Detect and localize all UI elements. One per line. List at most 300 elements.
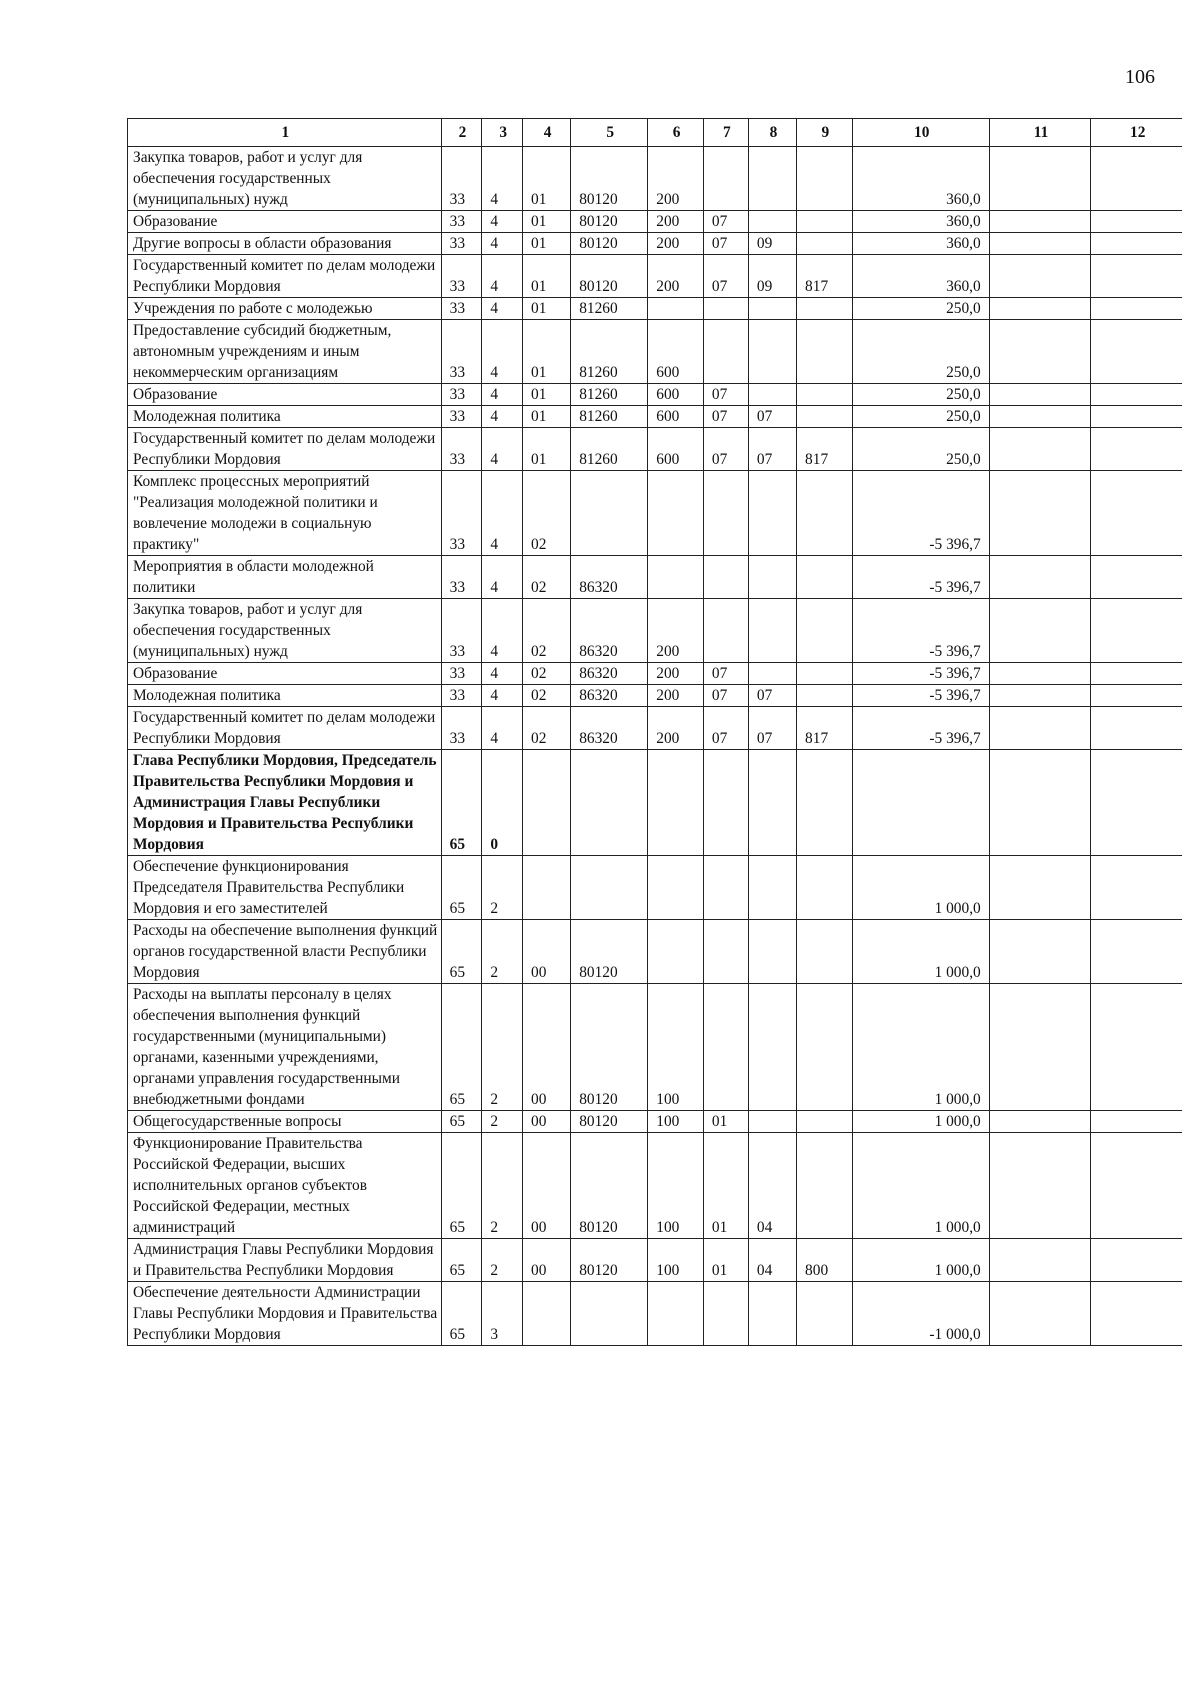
cell-section: 33 [441, 599, 482, 663]
cell-subgroup: 00 [523, 1239, 571, 1282]
col-header-4: 4 [523, 119, 571, 147]
cell-razdel: 07 [703, 406, 748, 428]
cell-expense-type: 600 [648, 406, 704, 428]
cell-group: 2 [482, 920, 523, 984]
cell-expense-type [648, 920, 704, 984]
cell-subgroup: 02 [523, 707, 571, 750]
cell-razdel: 07 [703, 384, 748, 406]
cell-amount: 360,0 [852, 233, 989, 255]
cell-razdel: 07 [703, 255, 748, 298]
cell-col-11 [989, 384, 1091, 406]
cell-subgroup: 01 [523, 384, 571, 406]
cell-subgroup: 00 [523, 1133, 571, 1239]
cell-podrazdel [748, 384, 796, 406]
cell-subgroup: 02 [523, 599, 571, 663]
cell-group: 4 [482, 663, 523, 685]
cell-razdel: 07 [703, 663, 748, 685]
header-row [128, 119, 1183, 147]
cell-direction: 80120 [571, 233, 648, 255]
cell-razdel [703, 556, 748, 599]
cell-col-11 [989, 406, 1091, 428]
cell-subgroup: 00 [523, 1111, 571, 1133]
cell-col-12 [1091, 428, 1182, 471]
cell-podrazdel [748, 984, 796, 1111]
cell-subgroup: 02 [523, 556, 571, 599]
cell-razdel: 07 [703, 233, 748, 255]
cell-subgroup: 00 [523, 920, 571, 984]
cell-subgroup: 02 [523, 663, 571, 685]
cell-col-12 [1091, 856, 1182, 920]
cell-direction: 80120 [571, 920, 648, 984]
cell-amount: 250,0 [852, 320, 989, 384]
cell-podrazdel [748, 1111, 796, 1133]
cell-section: 33 [441, 685, 482, 707]
cell-col-11 [989, 750, 1091, 856]
cell-group: 4 [482, 685, 523, 707]
col-header-8: 8 [748, 119, 796, 147]
cell-subgroup: 02 [523, 471, 571, 556]
cell-section: 33 [441, 298, 482, 320]
cell-name: Государственный комитет по делам молодежи Республики Мордовия [128, 255, 442, 298]
cell-col-12 [1091, 599, 1182, 663]
cell-section: 33 [441, 211, 482, 233]
cell-direction: 80120 [571, 147, 648, 211]
cell-podrazdel [748, 1282, 796, 1346]
cell-direction: 81260 [571, 384, 648, 406]
table-row [128, 984, 1183, 1111]
cell-name: Обеспечение функционирования Председателя Правительства Республики Мордовия и его заместителей [128, 856, 442, 920]
cell-podrazdel: 04 [748, 1239, 796, 1282]
table-row [128, 750, 1183, 856]
cell-name: Комплекс процессных мероприятий "Реализация молодежной политики и вовлечение молодежи в социальную практику" [128, 471, 442, 556]
col-header-2: 2 [441, 119, 482, 147]
cell-expense-type: 200 [648, 233, 704, 255]
cell-col-12 [1091, 556, 1182, 599]
cell-name: Функционирование Правительства Российской Федерации, высших исполнительных органов субъектов Российской Федерации, местных администраций [128, 1133, 442, 1239]
cell-amount: 250,0 [852, 406, 989, 428]
cell-name: Закупка товаров, работ и услуг для обеспечения государственных (муниципальных) нужд [128, 147, 442, 211]
table-row [128, 1111, 1183, 1133]
cell-subgroup [523, 856, 571, 920]
cell-ministry [797, 406, 853, 428]
cell-col-11 [989, 707, 1091, 750]
cell-col-12 [1091, 1239, 1182, 1282]
cell-col-11 [989, 556, 1091, 599]
cell-col-12 [1091, 233, 1182, 255]
cell-podrazdel [748, 211, 796, 233]
cell-amount: 360,0 [852, 211, 989, 233]
cell-razdel [703, 856, 748, 920]
cell-col-11 [989, 984, 1091, 1111]
cell-razdel [703, 750, 748, 856]
cell-ministry [797, 1111, 853, 1133]
cell-col-12 [1091, 147, 1182, 211]
cell-razdel [703, 320, 748, 384]
cell-podrazdel: 07 [748, 428, 796, 471]
cell-expense-type [648, 1282, 704, 1346]
cell-amount: 1 000,0 [852, 920, 989, 984]
cell-ministry: 800 [797, 1239, 853, 1282]
col-header-7: 7 [703, 119, 748, 147]
cell-ministry [797, 984, 853, 1111]
cell-col-11 [989, 320, 1091, 384]
cell-group: 4 [482, 471, 523, 556]
cell-expense-type: 200 [648, 663, 704, 685]
cell-razdel: 01 [703, 1133, 748, 1239]
table-row [128, 428, 1183, 471]
table-row [128, 663, 1183, 685]
table-row [128, 233, 1183, 255]
cell-podrazdel [748, 320, 796, 384]
cell-amount: -5 396,7 [852, 556, 989, 599]
cell-subgroup: 01 [523, 320, 571, 384]
cell-group: 4 [482, 599, 523, 663]
cell-razdel: 01 [703, 1111, 748, 1133]
cell-section: 65 [441, 856, 482, 920]
table-row [128, 685, 1183, 707]
cell-subgroup: 01 [523, 428, 571, 471]
cell-section: 33 [441, 707, 482, 750]
cell-expense-type [648, 471, 704, 556]
cell-amount: 250,0 [852, 298, 989, 320]
cell-direction [571, 1282, 648, 1346]
cell-expense-type: 200 [648, 599, 704, 663]
cell-name: Расходы на выплаты персоналу в целях обеспечения выполнения функций государственными (муниципальными) органами, казенными учреждениями, органами управления государственными внебюджетными фондами [128, 984, 442, 1111]
cell-podrazdel [748, 750, 796, 856]
cell-col-12 [1091, 1133, 1182, 1239]
cell-expense-type: 100 [648, 1111, 704, 1133]
table-row [128, 1239, 1183, 1282]
cell-name: Образование [128, 211, 442, 233]
cell-razdel: 07 [703, 211, 748, 233]
cell-section: 65 [441, 1282, 482, 1346]
cell-name: Государственный комитет по делам молодежи Республики Мордовия [128, 707, 442, 750]
cell-podrazdel [748, 856, 796, 920]
cell-group: 4 [482, 147, 523, 211]
cell-expense-type: 100 [648, 984, 704, 1111]
cell-podrazdel [748, 147, 796, 211]
cell-ministry [797, 147, 853, 211]
cell-expense-type: 600 [648, 384, 704, 406]
cell-direction: 86320 [571, 663, 648, 685]
cell-expense-type: 200 [648, 255, 704, 298]
cell-name: Государственный комитет по делам молодежи Республики Мордовия [128, 428, 442, 471]
cell-section: 33 [441, 471, 482, 556]
cell-direction: 86320 [571, 599, 648, 663]
cell-direction: 81260 [571, 320, 648, 384]
cell-subgroup [523, 750, 571, 856]
cell-col-12 [1091, 1111, 1182, 1133]
cell-ministry: 817 [797, 707, 853, 750]
cell-ministry [797, 1133, 853, 1239]
cell-expense-type: 200 [648, 211, 704, 233]
cell-group: 2 [482, 1239, 523, 1282]
cell-razdel [703, 599, 748, 663]
cell-col-11 [989, 1239, 1091, 1282]
cell-col-12 [1091, 707, 1182, 750]
cell-amount: 1 000,0 [852, 1239, 989, 1282]
table-row [128, 556, 1183, 599]
cell-ministry [797, 685, 853, 707]
cell-col-11 [989, 599, 1091, 663]
cell-expense-type: 200 [648, 707, 704, 750]
cell-name: Учреждения по работе с молодежью [128, 298, 442, 320]
cell-section: 33 [441, 406, 482, 428]
cell-expense-type: 600 [648, 428, 704, 471]
cell-subgroup: 02 [523, 685, 571, 707]
cell-group: 2 [482, 856, 523, 920]
table-row [128, 384, 1183, 406]
cell-razdel: 07 [703, 707, 748, 750]
cell-section: 33 [441, 255, 482, 298]
cell-razdel: 07 [703, 428, 748, 471]
cell-expense-type: 200 [648, 685, 704, 707]
cell-col-11 [989, 255, 1091, 298]
cell-section: 33 [441, 384, 482, 406]
cell-razdel [703, 298, 748, 320]
cell-col-11 [989, 471, 1091, 556]
cell-col-11 [989, 233, 1091, 255]
table-row [128, 406, 1183, 428]
cell-name: Образование [128, 384, 442, 406]
col-header-10: 10 [852, 119, 989, 147]
cell-section: 65 [441, 1133, 482, 1239]
cell-expense-type: 600 [648, 320, 704, 384]
cell-direction [571, 856, 648, 920]
cell-group: 4 [482, 428, 523, 471]
cell-razdel [703, 920, 748, 984]
cell-name: Мероприятия в области молодежной политики [128, 556, 442, 599]
cell-section: 65 [441, 984, 482, 1111]
cell-name: Расходы на обеспечение выполнения функций органов государственной власти Республики Мордовия [128, 920, 442, 984]
cell-direction: 81260 [571, 298, 648, 320]
cell-ministry [797, 663, 853, 685]
cell-group: 2 [482, 1133, 523, 1239]
cell-podrazdel: 09 [748, 233, 796, 255]
cell-col-11 [989, 685, 1091, 707]
cell-section: 33 [441, 663, 482, 685]
cell-section: 65 [441, 1239, 482, 1282]
cell-direction: 86320 [571, 556, 648, 599]
cell-ministry: 817 [797, 255, 853, 298]
cell-col-12 [1091, 685, 1182, 707]
cell-direction: 80120 [571, 1133, 648, 1239]
cell-col-12 [1091, 406, 1182, 428]
cell-subgroup: 01 [523, 233, 571, 255]
cell-podrazdel: 09 [748, 255, 796, 298]
cell-name: Молодежная политика [128, 406, 442, 428]
table-row [128, 320, 1183, 384]
cell-podrazdel: 07 [748, 406, 796, 428]
cell-amount: -5 396,7 [852, 663, 989, 685]
cell-group: 4 [482, 384, 523, 406]
cell-direction [571, 750, 648, 856]
cell-ministry [797, 384, 853, 406]
table-row [128, 471, 1183, 556]
cell-col-11 [989, 147, 1091, 211]
col-header-12: 12 [1091, 119, 1182, 147]
cell-podrazdel [748, 471, 796, 556]
cell-amount: -5 396,7 [852, 707, 989, 750]
cell-razdel [703, 1282, 748, 1346]
table-row [128, 707, 1183, 750]
cell-expense-type [648, 556, 704, 599]
cell-section: 33 [441, 556, 482, 599]
col-header-5: 5 [571, 119, 648, 147]
cell-col-11 [989, 1282, 1091, 1346]
cell-group: 4 [482, 707, 523, 750]
table-row [128, 298, 1183, 320]
cell-direction: 80120 [571, 1239, 648, 1282]
cell-podrazdel: 04 [748, 1133, 796, 1239]
cell-name: Образование [128, 663, 442, 685]
cell-section: 65 [441, 750, 482, 856]
cell-col-11 [989, 428, 1091, 471]
cell-subgroup: 00 [523, 984, 571, 1111]
cell-group: 4 [482, 298, 523, 320]
cell-group: 4 [482, 320, 523, 384]
cell-group: 4 [482, 255, 523, 298]
cell-ministry [797, 233, 853, 255]
cell-col-12 [1091, 920, 1182, 984]
cell-section: 33 [441, 147, 482, 211]
table-row [128, 856, 1183, 920]
col-header-6: 6 [648, 119, 704, 147]
table-row [128, 1282, 1183, 1346]
cell-amount: 250,0 [852, 428, 989, 471]
cell-amount: -5 396,7 [852, 685, 989, 707]
col-header-3: 3 [482, 119, 523, 147]
cell-ministry [797, 320, 853, 384]
cell-amount [852, 750, 989, 856]
cell-col-12 [1091, 211, 1182, 233]
table-row [128, 1133, 1183, 1239]
cell-group: 4 [482, 233, 523, 255]
cell-col-11 [989, 211, 1091, 233]
cell-section: 33 [441, 428, 482, 471]
budget-table [127, 118, 1182, 1346]
cell-expense-type: 100 [648, 1239, 704, 1282]
cell-subgroup: 01 [523, 211, 571, 233]
cell-ministry [797, 856, 853, 920]
cell-expense-type: 100 [648, 1133, 704, 1239]
cell-col-11 [989, 663, 1091, 685]
cell-col-11 [989, 1111, 1091, 1133]
cell-razdel [703, 471, 748, 556]
cell-razdel: 01 [703, 1239, 748, 1282]
cell-subgroup: 01 [523, 255, 571, 298]
cell-name: Закупка товаров, работ и услуг для обеспечения государственных (муниципальных) нужд [128, 599, 442, 663]
cell-col-12 [1091, 1282, 1182, 1346]
cell-amount: 1 000,0 [852, 1133, 989, 1239]
cell-podrazdel: 07 [748, 707, 796, 750]
cell-podrazdel [748, 556, 796, 599]
table-row [128, 211, 1183, 233]
cell-col-11 [989, 856, 1091, 920]
cell-col-11 [989, 920, 1091, 984]
cell-name: Обеспечение деятельности Администрации Главы Республики Мордовия и Правительства Республики Мордовия [128, 1282, 442, 1346]
cell-name: Администрация Главы Республики Мордовия и Правительства Республики Мордовия [128, 1239, 442, 1282]
cell-podrazdel [748, 663, 796, 685]
cell-name: Предоставление субсидий бюджетным, автономным учреждениям и иным некоммерческим организациям [128, 320, 442, 384]
cell-direction: 80120 [571, 211, 648, 233]
cell-col-12 [1091, 298, 1182, 320]
cell-razdel: 07 [703, 685, 748, 707]
cell-col-12 [1091, 984, 1182, 1111]
cell-amount: 1 000,0 [852, 856, 989, 920]
cell-amount: 360,0 [852, 255, 989, 298]
cell-expense-type [648, 750, 704, 856]
cell-col-12 [1091, 255, 1182, 298]
cell-ministry [797, 211, 853, 233]
cell-group: 4 [482, 406, 523, 428]
table-row [128, 147, 1183, 211]
cell-ministry [797, 750, 853, 856]
cell-section: 33 [441, 233, 482, 255]
cell-direction [571, 471, 648, 556]
cell-col-12 [1091, 663, 1182, 685]
page-number: 106 [1125, 66, 1155, 88]
cell-name: Другие вопросы в области образования [128, 233, 442, 255]
table-row [128, 920, 1183, 984]
cell-expense-type [648, 856, 704, 920]
cell-col-12 [1091, 471, 1182, 556]
cell-amount: 360,0 [852, 147, 989, 211]
cell-ministry: 817 [797, 428, 853, 471]
cell-direction: 81260 [571, 406, 648, 428]
cell-section: 65 [441, 1111, 482, 1133]
cell-name: Молодежная политика [128, 685, 442, 707]
cell-section: 65 [441, 920, 482, 984]
cell-razdel [703, 147, 748, 211]
cell-name: Глава Республики Мордовия, Председатель Правительства Республики Мордовия и Администрация Главы Республики Мордовия и Правительства Республики Мордовия [128, 750, 442, 856]
cell-amount: -1 000,0 [852, 1282, 989, 1346]
cell-amount: -5 396,7 [852, 471, 989, 556]
cell-amount: 1 000,0 [852, 984, 989, 1111]
cell-subgroup: 01 [523, 406, 571, 428]
col-header-1: 1 [128, 119, 442, 147]
table-row [128, 599, 1183, 663]
cell-subgroup [523, 1282, 571, 1346]
table-row [128, 255, 1183, 298]
cell-podrazdel [748, 298, 796, 320]
cell-amount: -5 396,7 [852, 599, 989, 663]
cell-group: 2 [482, 984, 523, 1111]
cell-direction: 80120 [571, 984, 648, 1111]
cell-ministry [797, 471, 853, 556]
cell-direction: 86320 [571, 707, 648, 750]
cell-ministry [797, 556, 853, 599]
cell-group: 2 [482, 1111, 523, 1133]
cell-amount: 1 000,0 [852, 1111, 989, 1133]
cell-group: 4 [482, 211, 523, 233]
cell-col-12 [1091, 320, 1182, 384]
cell-name: Общегосударственные вопросы [128, 1111, 442, 1133]
cell-direction: 81260 [571, 428, 648, 471]
cell-podrazdel [748, 920, 796, 984]
cell-col-12 [1091, 384, 1182, 406]
cell-group: 0 [482, 750, 523, 856]
cell-ministry [797, 599, 853, 663]
cell-subgroup: 01 [523, 147, 571, 211]
cell-razdel [703, 984, 748, 1111]
col-header-9: 9 [797, 119, 853, 147]
cell-group: 3 [482, 1282, 523, 1346]
cell-podrazdel [748, 599, 796, 663]
cell-ministry [797, 1282, 853, 1346]
cell-col-12 [1091, 750, 1182, 856]
cell-podrazdel: 07 [748, 685, 796, 707]
